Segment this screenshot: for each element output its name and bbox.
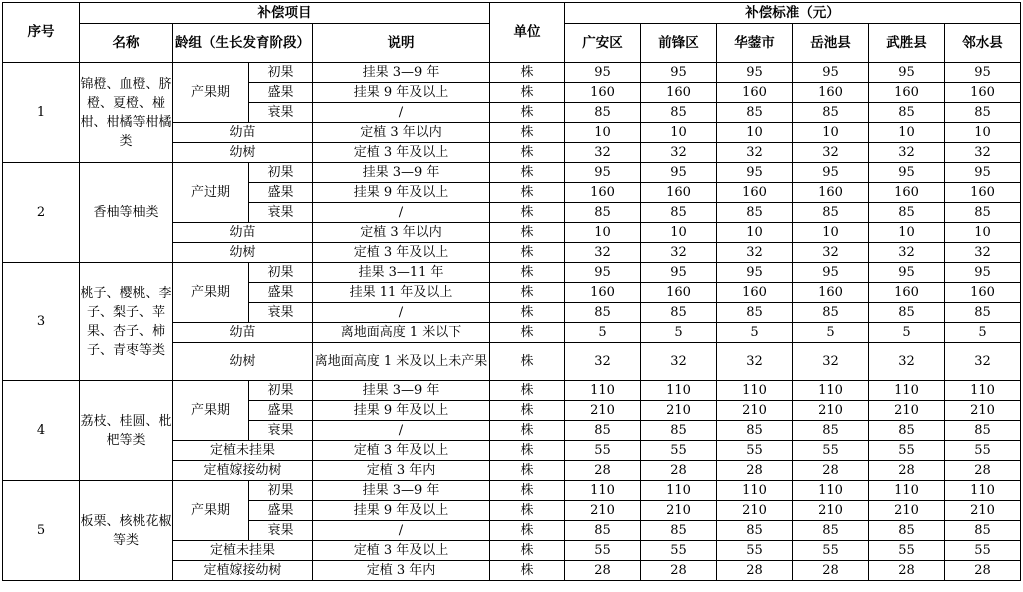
row-seq: 2	[3, 163, 80, 263]
row-unit: 株	[490, 421, 565, 441]
value-huaying: 10	[717, 123, 793, 143]
value-huaying: 160	[717, 83, 793, 103]
value-guangan: 95	[565, 63, 641, 83]
compensation-table-container	[2, 2, 1021, 581]
row-sub-stage: 初果	[249, 381, 313, 401]
value-linshui: 160	[945, 83, 1021, 103]
row-desc: 挂果 9 年及以上	[313, 501, 490, 521]
row-desc: 挂果 3—9 年	[313, 481, 490, 501]
row-sub-stage: 盛果	[249, 401, 313, 421]
value-linshui: 32	[945, 343, 1021, 381]
value-linshui: 110	[945, 481, 1021, 501]
value-guangan: 32	[565, 143, 641, 163]
value-linshui: 55	[945, 541, 1021, 561]
value-linshui: 95	[945, 263, 1021, 283]
row-unit: 株	[490, 501, 565, 521]
value-wusheng: 110	[869, 381, 945, 401]
row-sub-stage: 衰果	[249, 203, 313, 223]
value-linshui: 85	[945, 521, 1021, 541]
value-qianfeng: 95	[641, 163, 717, 183]
value-linshui: 110	[945, 381, 1021, 401]
header-region-huaying: 华蓥市	[717, 24, 793, 63]
row-unit: 株	[490, 541, 565, 561]
value-guangan: 160	[565, 283, 641, 303]
value-linshui: 160	[945, 283, 1021, 303]
row-unit: 株	[490, 323, 565, 343]
value-wusheng: 28	[869, 461, 945, 481]
value-huaying: 55	[717, 441, 793, 461]
value-wusheng: 85	[869, 203, 945, 223]
row-stage: 定植嫁接幼树	[173, 461, 313, 481]
value-wusheng: 85	[869, 521, 945, 541]
header-name: 名称	[80, 24, 173, 63]
value-guangan: 85	[565, 103, 641, 123]
value-huaying: 10	[717, 223, 793, 243]
value-qianfeng: 95	[641, 263, 717, 283]
value-wusheng: 160	[869, 283, 945, 303]
value-qianfeng: 55	[641, 441, 717, 461]
row-sub-stage: 衰果	[249, 303, 313, 323]
value-wusheng: 85	[869, 303, 945, 323]
row-seq: 4	[3, 381, 80, 481]
row-desc: 挂果 3—9 年	[313, 163, 490, 183]
row-period: 产过期	[173, 163, 249, 223]
value-wusheng: 32	[869, 243, 945, 263]
table-row	[3, 163, 1021, 183]
row-desc: 定植 3 年及以上	[313, 541, 490, 561]
value-linshui: 10	[945, 123, 1021, 143]
value-wusheng: 95	[869, 163, 945, 183]
value-huaying: 160	[717, 183, 793, 203]
value-huaying: 85	[717, 103, 793, 123]
row-unit: 株	[490, 521, 565, 541]
value-guangan: 5	[565, 323, 641, 343]
value-guangan: 28	[565, 461, 641, 481]
value-guangan: 55	[565, 541, 641, 561]
value-linshui: 85	[945, 103, 1021, 123]
compensation-standard-table	[2, 2, 1021, 581]
row-desc: 挂果 9 年及以上	[313, 83, 490, 103]
value-yuechi: 32	[793, 243, 869, 263]
value-wusheng: 55	[869, 541, 945, 561]
table-row	[3, 381, 1021, 401]
value-huaying: 32	[717, 243, 793, 263]
value-qianfeng: 160	[641, 283, 717, 303]
value-qianfeng: 95	[641, 63, 717, 83]
row-sub-stage: 衰果	[249, 103, 313, 123]
value-yuechi: 85	[793, 421, 869, 441]
row-unit: 株	[490, 461, 565, 481]
value-yuechi: 32	[793, 343, 869, 381]
value-qianfeng: 85	[641, 521, 717, 541]
value-wusheng: 28	[869, 561, 945, 581]
value-qianfeng: 210	[641, 501, 717, 521]
row-desc: 定植 3 年及以上	[313, 143, 490, 163]
value-yuechi: 110	[793, 381, 869, 401]
header-region-linshui: 邻水县	[945, 24, 1021, 63]
row-sub-stage: 初果	[249, 163, 313, 183]
value-huaying: 55	[717, 541, 793, 561]
table-row	[3, 263, 1021, 283]
value-guangan: 32	[565, 243, 641, 263]
row-unit: 株	[490, 283, 565, 303]
row-unit: 株	[490, 441, 565, 461]
value-wusheng: 210	[869, 401, 945, 421]
row-period: 产果期	[173, 481, 249, 541]
row-stage: 幼苗	[173, 223, 313, 243]
row-unit: 株	[490, 223, 565, 243]
value-huaying: 32	[717, 143, 793, 163]
value-yuechi: 32	[793, 143, 869, 163]
value-linshui: 95	[945, 63, 1021, 83]
row-unit: 株	[490, 183, 565, 203]
header-region-wusheng: 武胜县	[869, 24, 945, 63]
row-desc: 定植 3 年以内	[313, 123, 490, 143]
value-guangan: 95	[565, 263, 641, 283]
row-desc: 挂果 3—9 年	[313, 63, 490, 83]
value-huaying: 5	[717, 323, 793, 343]
value-linshui: 32	[945, 143, 1021, 163]
value-wusheng: 160	[869, 83, 945, 103]
row-unit: 株	[490, 263, 565, 283]
row-stage: 幼树	[173, 343, 313, 381]
row-name: 桃子、樱桃、李子、梨子、苹果、杏子、柿子、青枣等类	[80, 263, 173, 381]
value-qianfeng: 85	[641, 421, 717, 441]
value-linshui: 55	[945, 441, 1021, 461]
row-name: 荔枝、桂圆、枇杷等类	[80, 381, 173, 481]
value-yuechi: 85	[793, 521, 869, 541]
value-linshui: 95	[945, 163, 1021, 183]
row-desc: 定植 3 年内	[313, 561, 490, 581]
value-qianfeng: 110	[641, 381, 717, 401]
row-unit: 株	[490, 343, 565, 381]
row-desc: /	[313, 303, 490, 323]
row-stage: 定植嫁接幼树	[173, 561, 313, 581]
header-region-qianfeng: 前锋区	[641, 24, 717, 63]
value-wusheng: 5	[869, 323, 945, 343]
value-huaying: 210	[717, 401, 793, 421]
row-desc: /	[313, 521, 490, 541]
header-seq: 序号	[3, 3, 80, 63]
row-unit: 株	[490, 243, 565, 263]
value-linshui: 85	[945, 203, 1021, 223]
row-stage: 幼树	[173, 243, 313, 263]
value-huaying: 95	[717, 263, 793, 283]
row-desc: 挂果 3—9 年	[313, 381, 490, 401]
value-yuechi: 85	[793, 103, 869, 123]
value-yuechi: 210	[793, 501, 869, 521]
row-unit: 株	[490, 123, 565, 143]
value-linshui: 32	[945, 243, 1021, 263]
value-guangan: 55	[565, 441, 641, 461]
value-wusheng: 210	[869, 501, 945, 521]
value-linshui: 85	[945, 421, 1021, 441]
value-wusheng: 95	[869, 263, 945, 283]
row-sub-stage: 盛果	[249, 501, 313, 521]
header-standard: 补偿标准（元）	[565, 3, 1021, 24]
value-qianfeng: 210	[641, 401, 717, 421]
row-desc: /	[313, 103, 490, 123]
value-yuechi: 28	[793, 561, 869, 581]
row-name: 板栗、核桃花椒等类	[80, 481, 173, 581]
value-guangan: 85	[565, 521, 641, 541]
value-yuechi: 210	[793, 401, 869, 421]
row-desc: 挂果 9 年及以上	[313, 183, 490, 203]
row-desc: 定植 3 年及以上	[313, 441, 490, 461]
header-unit: 单位	[490, 3, 565, 63]
value-yuechi: 160	[793, 283, 869, 303]
row-desc: 挂果 9 年及以上	[313, 401, 490, 421]
value-wusheng: 85	[869, 421, 945, 441]
row-period: 产果期	[173, 263, 249, 323]
value-guangan: 160	[565, 183, 641, 203]
value-qianfeng: 10	[641, 123, 717, 143]
row-unit: 株	[490, 401, 565, 421]
value-yuechi: 85	[793, 203, 869, 223]
value-wusheng: 10	[869, 223, 945, 243]
value-guangan: 28	[565, 561, 641, 581]
value-yuechi: 5	[793, 323, 869, 343]
header-project: 补偿项目	[80, 3, 490, 24]
row-desc: /	[313, 421, 490, 441]
value-linshui: 28	[945, 461, 1021, 481]
value-qianfeng: 85	[641, 303, 717, 323]
table-body	[3, 63, 1021, 581]
row-stage: 定植未挂果	[173, 541, 313, 561]
value-guangan: 85	[565, 421, 641, 441]
value-huaying: 85	[717, 203, 793, 223]
value-huaying: 85	[717, 421, 793, 441]
value-wusheng: 110	[869, 481, 945, 501]
row-unit: 株	[490, 481, 565, 501]
row-name: 锦橙、血橙、脐橙、夏橙、椪柑、柑橘等柑橘类	[80, 63, 173, 163]
value-guangan: 110	[565, 381, 641, 401]
value-wusheng: 32	[869, 143, 945, 163]
value-wusheng: 85	[869, 103, 945, 123]
value-huaying: 110	[717, 481, 793, 501]
value-yuechi: 10	[793, 123, 869, 143]
value-guangan: 32	[565, 343, 641, 381]
value-yuechi: 95	[793, 63, 869, 83]
row-desc: 定植 3 年及以上	[313, 243, 490, 263]
row-sub-stage: 初果	[249, 263, 313, 283]
row-desc: 离地面高度 1 米以下	[313, 323, 490, 343]
value-wusheng: 10	[869, 123, 945, 143]
row-desc: 定植 3 年以内	[313, 223, 490, 243]
value-yuechi: 160	[793, 83, 869, 103]
value-guangan: 10	[565, 223, 641, 243]
value-qianfeng: 32	[641, 243, 717, 263]
row-sub-stage: 初果	[249, 63, 313, 83]
row-desc: 挂果 11 年及以上	[313, 283, 490, 303]
value-wusheng: 55	[869, 441, 945, 461]
row-period: 产果期	[173, 381, 249, 441]
value-yuechi: 160	[793, 183, 869, 203]
value-huaying: 28	[717, 461, 793, 481]
value-guangan: 10	[565, 123, 641, 143]
value-qianfeng: 55	[641, 541, 717, 561]
row-sub-stage: 盛果	[249, 83, 313, 103]
table-header	[3, 3, 1021, 63]
value-qianfeng: 10	[641, 223, 717, 243]
value-huaying: 110	[717, 381, 793, 401]
header-row-1	[3, 3, 1021, 24]
value-guangan: 110	[565, 481, 641, 501]
value-qianfeng: 32	[641, 343, 717, 381]
row-stage: 幼树	[173, 143, 313, 163]
value-guangan: 95	[565, 163, 641, 183]
value-guangan: 85	[565, 203, 641, 223]
header-region-yuechi: 岳池县	[793, 24, 869, 63]
value-qianfeng: 32	[641, 143, 717, 163]
header-age: 龄组（生长发育阶段）	[173, 24, 313, 63]
value-huaying: 28	[717, 561, 793, 581]
row-unit: 株	[490, 143, 565, 163]
row-period: 产果期	[173, 63, 249, 123]
value-wusheng: 160	[869, 183, 945, 203]
row-unit: 株	[490, 163, 565, 183]
row-desc: 离地面高度 1 米及以上未产果	[313, 343, 490, 381]
row-unit: 株	[490, 63, 565, 83]
value-wusheng: 95	[869, 63, 945, 83]
value-linshui: 210	[945, 501, 1021, 521]
value-huaying: 160	[717, 283, 793, 303]
row-stage: 幼苗	[173, 123, 313, 143]
value-qianfeng: 85	[641, 103, 717, 123]
value-linshui: 85	[945, 303, 1021, 323]
row-stage: 定植未挂果	[173, 441, 313, 461]
header-desc: 说明	[313, 24, 490, 63]
value-yuechi: 55	[793, 441, 869, 461]
row-sub-stage: 初果	[249, 481, 313, 501]
value-huaying: 95	[717, 163, 793, 183]
row-sub-stage: 盛果	[249, 183, 313, 203]
table-row	[3, 481, 1021, 501]
value-yuechi: 95	[793, 263, 869, 283]
value-yuechi: 85	[793, 303, 869, 323]
row-sub-stage: 衰果	[249, 421, 313, 441]
row-seq: 1	[3, 63, 80, 163]
value-qianfeng: 28	[641, 561, 717, 581]
value-qianfeng: 110	[641, 481, 717, 501]
value-qianfeng: 160	[641, 83, 717, 103]
value-qianfeng: 85	[641, 203, 717, 223]
value-guangan: 210	[565, 401, 641, 421]
row-name: 香柚等柚类	[80, 163, 173, 263]
value-yuechi: 10	[793, 223, 869, 243]
value-linshui: 28	[945, 561, 1021, 581]
value-qianfeng: 28	[641, 461, 717, 481]
value-huaying: 210	[717, 501, 793, 521]
header-region-guangan: 广安区	[565, 24, 641, 63]
row-unit: 株	[490, 103, 565, 123]
row-sub-stage: 盛果	[249, 283, 313, 303]
row-unit: 株	[490, 381, 565, 401]
row-desc: /	[313, 203, 490, 223]
value-linshui: 10	[945, 223, 1021, 243]
value-huaying: 85	[717, 303, 793, 323]
row-unit: 株	[490, 561, 565, 581]
value-yuechi: 28	[793, 461, 869, 481]
table-row	[3, 63, 1021, 83]
row-desc: 定植 3 年内	[313, 461, 490, 481]
value-linshui: 160	[945, 183, 1021, 203]
value-qianfeng: 160	[641, 183, 717, 203]
value-linshui: 210	[945, 401, 1021, 421]
row-seq: 3	[3, 263, 80, 381]
value-huaying: 85	[717, 521, 793, 541]
value-huaying: 95	[717, 63, 793, 83]
row-unit: 株	[490, 203, 565, 223]
value-yuechi: 95	[793, 163, 869, 183]
value-linshui: 5	[945, 323, 1021, 343]
row-seq: 5	[3, 481, 80, 581]
value-huaying: 32	[717, 343, 793, 381]
value-qianfeng: 5	[641, 323, 717, 343]
row-unit: 株	[490, 83, 565, 103]
row-stage: 幼苗	[173, 323, 313, 343]
value-guangan: 160	[565, 83, 641, 103]
row-sub-stage: 衰果	[249, 521, 313, 541]
value-guangan: 210	[565, 501, 641, 521]
value-yuechi: 110	[793, 481, 869, 501]
value-wusheng: 32	[869, 343, 945, 381]
row-desc: 挂果 3—11 年	[313, 263, 490, 283]
value-guangan: 85	[565, 303, 641, 323]
row-unit: 株	[490, 303, 565, 323]
value-yuechi: 55	[793, 541, 869, 561]
